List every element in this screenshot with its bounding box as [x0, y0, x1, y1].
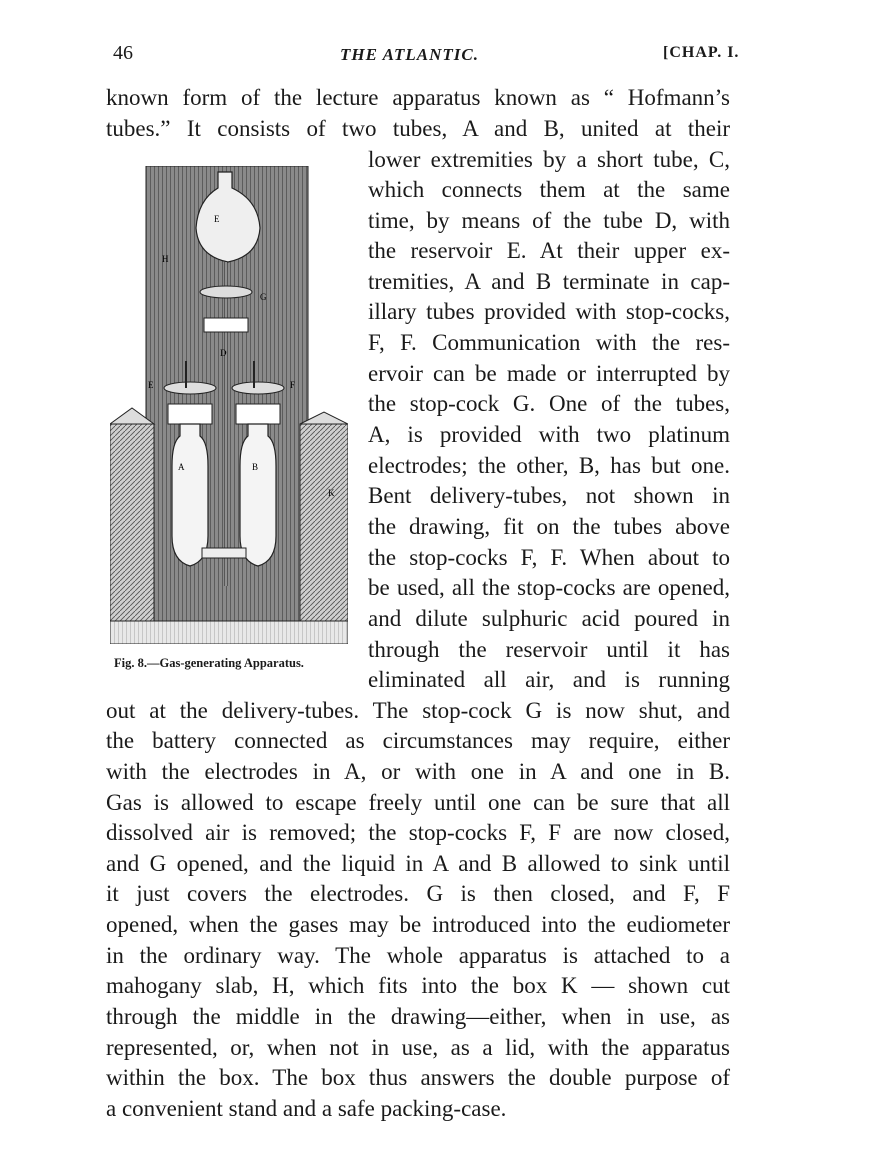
text-line: Bent delivery-tubes, not shown in	[368, 483, 730, 508]
svg-text:D: D	[220, 348, 227, 358]
running-title: THE ATLANTIC.	[340, 45, 479, 64]
text-line: a convenient stand and a safe packing-case.	[106, 1096, 507, 1121]
text-line: the reservoir E. At their upper ex-	[368, 238, 730, 263]
svg-text:F: F	[290, 380, 296, 390]
tube-a	[172, 424, 208, 566]
text-line: time, by means of the tube D, with	[368, 208, 730, 233]
text-line: mahogany slab, H, which fits into the box K — shown cut	[106, 973, 730, 998]
text-line: eliminated all air, and is running	[368, 667, 730, 692]
svg-text:E: E	[148, 380, 154, 390]
chapter-marker: [CHAP. I.	[663, 44, 740, 61]
text-line: illary tubes provided with stop-cocks,	[368, 299, 730, 324]
svg-text:G: G	[260, 292, 267, 302]
svg-text:A: A	[178, 462, 185, 472]
text-line: with the electrodes in A, or with one in A and one in B.	[106, 759, 730, 784]
gas-apparatus-illustration	[110, 166, 348, 644]
figure-caption: Fig. 8.—Gas-generating Apparatus.	[114, 656, 304, 670]
text-line: Gas is allowed to escape freely until one can be sure that all	[106, 790, 730, 815]
text-line: within the box. The box thus answers the double purpose of	[106, 1065, 730, 1090]
text-line: F, F. Communication with the res-	[368, 330, 730, 355]
text-line: in the ordinary way. The whole apparatus is attached to a	[106, 943, 730, 968]
text-line: tubes.” It consists of two tubes, A and B, united at their	[106, 116, 730, 141]
text-line: known form of the lecture apparatus known as “ Hofmann’s	[106, 85, 730, 110]
page-number: 46	[113, 42, 133, 64]
text-line: the drawing, fit on the tubes above	[368, 514, 730, 539]
text-line: the stop-cock G. One of the tubes,	[368, 391, 730, 416]
text-line: which connects them at the same	[368, 177, 730, 202]
text-line: tremities, A and B terminate in cap-	[368, 269, 730, 294]
svg-text:K: K	[328, 488, 335, 498]
text-line: the battery connected as circumstances may require, either	[106, 728, 730, 753]
svg-text:H: H	[162, 254, 169, 264]
text-line: represented, or, when not in use, as a lid, with the apparatus	[106, 1035, 730, 1060]
text-line: it just covers the electrodes. G is then closed, and F, F	[106, 881, 730, 906]
svg-text:E: E	[214, 214, 220, 224]
text-line: through the middle in the drawing—either, when in use, as	[106, 1004, 730, 1029]
text-line: ervoir can be made or interrupted by	[368, 361, 730, 386]
text-line: electrodes; the other, B, has but one.	[368, 453, 730, 478]
text-line: the stop-cocks F, F. When about to	[368, 545, 730, 570]
text-line: A, is provided with two platinum	[368, 422, 730, 447]
text-line: lower extremities by a short tube, C,	[368, 147, 730, 172]
svg-text:B: B	[252, 462, 259, 472]
text-line: opened, when the gases may be introduced into the eudiometer	[106, 912, 730, 937]
text-line: and dilute sulphuric acid poured in	[368, 606, 730, 631]
text-line: out at the delivery-tubes. The stop-cock G is now shut, and	[106, 698, 730, 723]
text-line: through the reservoir until it has	[368, 637, 730, 662]
text-line: and G opened, and the liquid in A and B allowed to sink until	[106, 851, 730, 876]
text-line: dissolved air is removed; the stop-cocks F, F are now closed,	[106, 820, 730, 845]
text-line: be used, all the stop-cocks are opened,	[368, 575, 730, 600]
tube-b	[240, 424, 276, 566]
